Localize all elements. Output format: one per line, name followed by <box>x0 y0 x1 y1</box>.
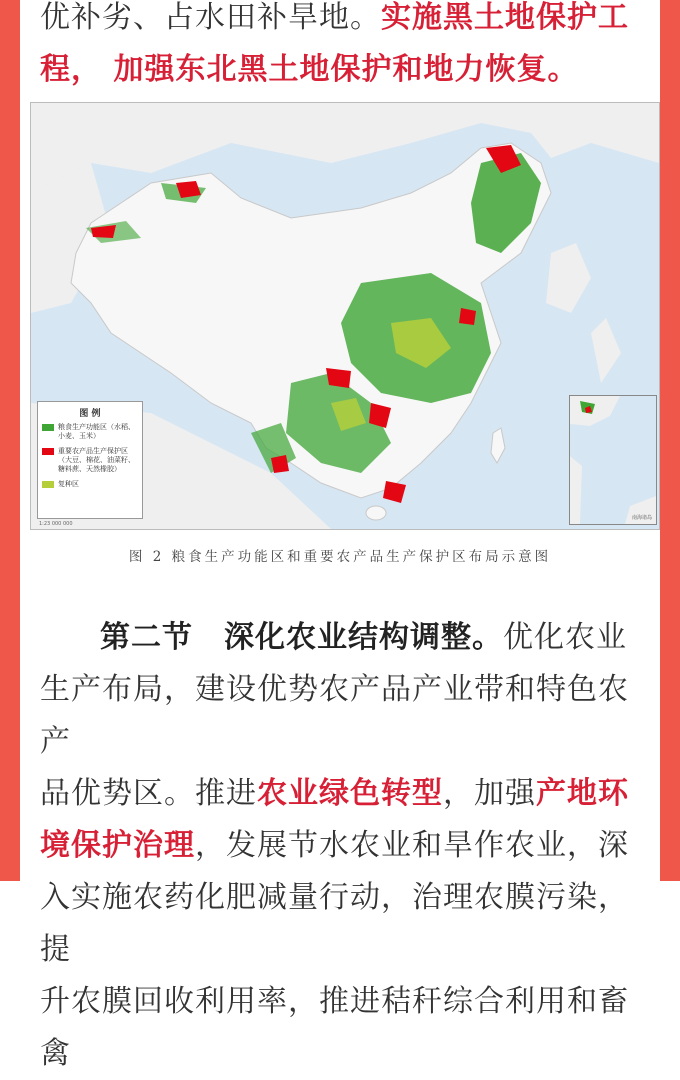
highlight-green-transition: 农业绿色转型 <box>257 776 443 811</box>
legend-label: 粮食生产功能区（水稻、小麦、玉米） <box>58 423 135 440</box>
section-text-5: ，发展节水农业和旱作农业，深 <box>195 828 629 863</box>
highlight-environment-2: 境保护治理 <box>40 828 195 863</box>
inset-graphic <box>570 396 656 524</box>
intro-text: 优补劣、占水田补旱地。 <box>40 0 381 35</box>
red-swatch <box>42 448 54 455</box>
intro-paragraph <box>40 0 640 96</box>
highlight-environment-1: 产地环 <box>536 776 629 811</box>
intro-highlight-2: 程， 加强东北黑土地保护和地力恢复。 <box>40 52 579 87</box>
section-text-1: 优化农业 <box>503 620 627 655</box>
map-legend <box>37 401 143 519</box>
legend-item-double-crop <box>42 480 138 489</box>
intro-highlight-1: 实施黑土地保护工 <box>381 0 629 35</box>
china-map-figure <box>30 102 660 530</box>
figure-caption: 图 2 粮食生产功能区和重要农产品生产保护区布局示意图 <box>128 549 552 565</box>
legend-item-protected <box>42 447 138 474</box>
right-border <box>660 0 680 881</box>
inset-label: 南海诸岛 <box>631 515 652 521</box>
section-text-3: 品优势区。推进 <box>40 776 257 811</box>
left-border <box>0 0 20 881</box>
section-text-2: 生产布局，建设优势农产品产业带和特色农产 <box>40 672 629 759</box>
legend-label: 复种区 <box>58 480 79 488</box>
legend-label: 重要农产品生产保护区（大豆、棉花、油菜籽、糖料蔗、天然橡胶） <box>58 447 135 473</box>
scale-bar: 1:23 000 000 <box>39 521 73 527</box>
yellow-swatch <box>42 481 54 488</box>
legend-item-grain <box>42 423 138 441</box>
south-china-sea-inset <box>569 395 657 525</box>
section-text-4: ，加强 <box>443 776 536 811</box>
section-paragraph <box>40 612 640 1080</box>
green-swatch <box>42 424 54 431</box>
section-text-7: 升农膜回收利用率，推进秸秆综合利用和畜禽 <box>40 984 629 1071</box>
section-text-6: 入实施农药化肥减量行动，治理农膜污染，提 <box>40 880 629 967</box>
legend-title: 图 例 <box>79 409 101 419</box>
section-heading: 第二节 深化农业结构调整。 <box>100 620 503 655</box>
